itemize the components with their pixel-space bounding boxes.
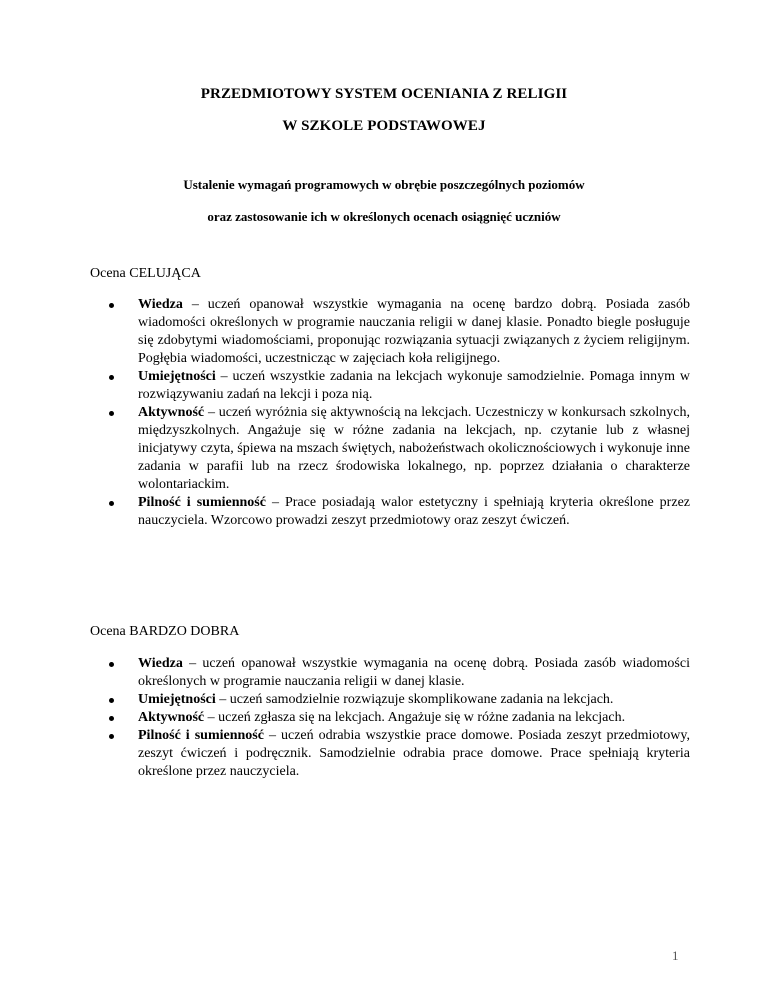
criterion-text: – uczeń opanował wszystkie wymagania na ocenę bardzo dobrą. Posiada zasób wiadomości określonych w programie nauczania religii w danej klasie. Ponadto biegle posługuje się zdobytymi wiadomościami, proponując rozwiązania sytuacji związanych z życiem religijnym. Pogłębia wiadomości, uczestnicząc w zajęciach koła religijnego. (138, 297, 690, 366)
page-number: 1 (672, 948, 679, 963)
list-item (90, 727, 690, 781)
bullet-icon (109, 501, 114, 506)
criterion-term: Umiejętności (138, 692, 216, 707)
criterion-text: – Prace posiadają walor estetyczny i spełniają kryteria określone przez nauczyciela. Wzorcowo prowadzi zeszyt przedmiotowy oraz zeszyt ćwiczeń. (138, 495, 690, 528)
criterion-term: Pilność i sumienność (138, 495, 266, 510)
section-celujaca-list (90, 296, 690, 530)
criterion-text: – uczeń wyróżnia się aktywnością na lekcjach. Uczestniczy w konkursach szkolnych, międzyszkolnych. Angażuje się w różne zadania na lekcjach, np. czytanie lub z własnej inicjatywy czyta, śpiewa na mszach świętych, nabożeństwach okolicznościowych i wykonuje inne zadania w parafii lub na rzecz środowiska lokalnego, np. poprzez działania o charakterze wolontariackim. (138, 405, 690, 492)
bullet-icon (109, 734, 114, 739)
criterion-text: – uczeń odrabia wszystkie prace domowe. Posiada zeszyt przedmiotowy, zeszyt ćwiczeń i podręcznik. Samodzielnie odrabia prace domowe. Prace spełniają kryteria określone przez nauczyciela. (138, 728, 691, 779)
document-title-line-2: W SZKOLE PODSTAWOWEJ (282, 118, 486, 134)
criterion-text: – uczeń zgłasza się na lekcjach. Angażuje się w różne zadania na lekcjach. (204, 710, 626, 725)
list-item (90, 494, 690, 530)
list-item (90, 655, 690, 691)
bullet-icon (109, 411, 114, 416)
document-title-line-1: PRZEDMIOTOWY SYSTEM OCENIANIA Z RELIGII (200, 86, 568, 102)
criterion-text: – uczeń samodzielnie rozwiązuje skomplikowane zadania na lekcjach. (215, 692, 614, 707)
bullet-icon (109, 375, 114, 380)
list-item (90, 691, 690, 709)
section-heading-bardzo-dobra: Ocena BARDZO DOBRA (90, 624, 240, 639)
criterion-term: Pilność i sumienność (138, 728, 264, 743)
bullet-icon (109, 303, 114, 308)
section-heading-celujaca: Ocena CELUJĄCA (90, 266, 201, 281)
criterion-term: Umiejętności (138, 369, 216, 384)
criterion-term: Wiedza (138, 297, 183, 312)
criterion-term: Aktywność (138, 710, 205, 725)
bullet-icon (109, 698, 114, 703)
criterion-term: Aktywność (138, 405, 205, 420)
criterion-text: – uczeń wszystkie zadania na lekcjach wykonuje samodzielnie. Pomaga innym w rozwiązywaniu zadań na lekcji i poza nią. (138, 369, 690, 402)
document-subtitle-line-1: Ustalenie wymagań programowych w obrębie poszczególnych poziomów (183, 177, 585, 192)
list-item (90, 368, 690, 404)
list-item (90, 709, 690, 727)
document-subtitle-line-2: oraz zastosowanie ich w określonych ocenach osiągnięć uczniów (207, 209, 561, 224)
list-item (90, 404, 690, 494)
section-bardzo-dobra-list (90, 655, 690, 781)
bullet-icon (109, 662, 114, 667)
list-item (90, 296, 690, 368)
criterion-text: – uczeń opanował wszystkie wymagania na ocenę dobrą. Posiada zasób wiadomości określonych w programie nauczania religii w danej klasie. (138, 656, 690, 689)
bullet-icon (109, 716, 114, 721)
criterion-term: Wiedza (138, 656, 183, 671)
